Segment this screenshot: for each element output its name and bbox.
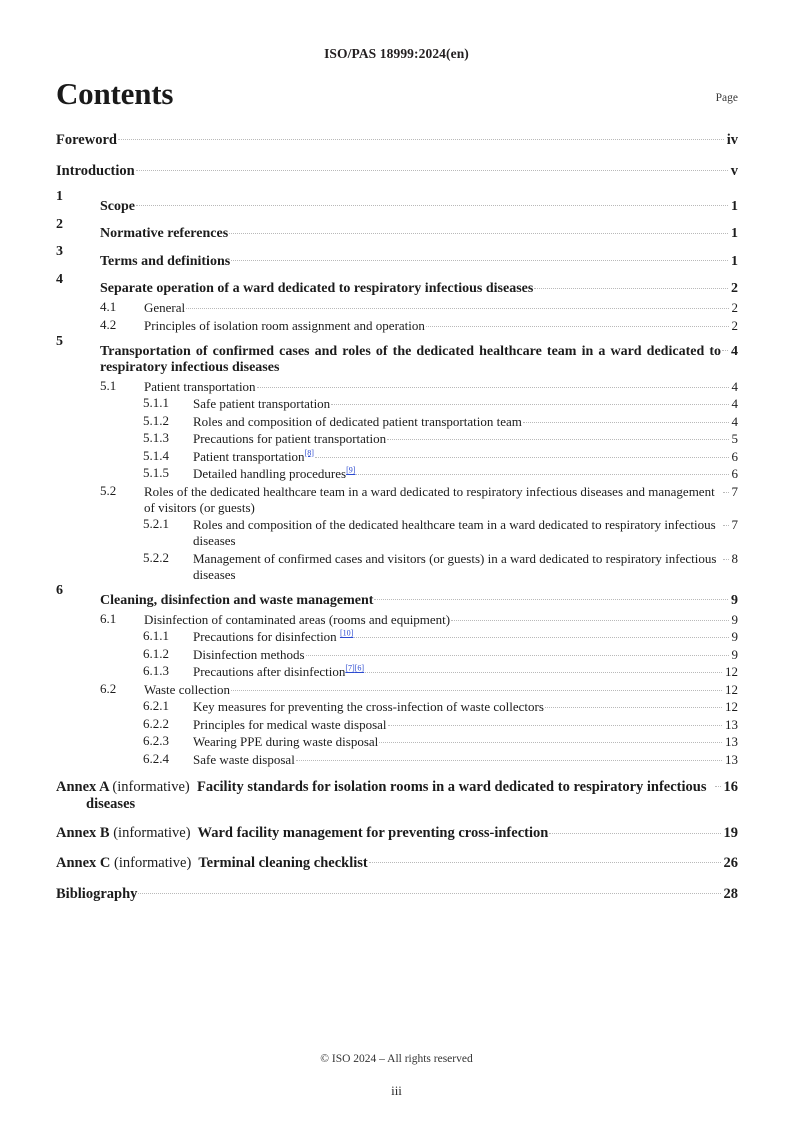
dot-leader [136,196,728,210]
toc-entry-number: 1 [56,189,63,204]
toc-entry[interactable] [56,874,738,903]
dot-leader [331,395,728,408]
toc-entry-page: 6 [731,448,738,464]
toc-entry[interactable] [56,378,738,395]
toc-entry-body [144,378,738,395]
toc-entry-body [56,159,738,180]
running-head: ISO/PAS 18999:2024(en) [324,46,469,61]
toc-entry-body [56,776,738,813]
toc-entry-label: Safe patient transportation [193,396,331,411]
toc-entry-label: Waste collection [144,681,230,697]
toc-entry-number: 6.1 [100,610,117,626]
toc-entry-page: 28 [723,885,738,902]
annex-title: Ward facility management for preventing cross-infection [197,825,549,841]
annex-title: Facility standards for isolation rooms in a ward dedicated to respiratory infectious diseases [86,778,707,812]
toc-entry-label: Detailed handling procedures[9] [193,465,356,481]
toc-entry-body [193,395,738,412]
toc-entry[interactable] [56,272,738,298]
toc-entry-label: Transportation of confirmed cases and roles of the dedicated healthcare team in a ward dedicated to respiratory infectious diseases [100,343,721,375]
dot-leader [545,698,722,711]
toc-entry[interactable] [56,844,738,872]
toc-entry[interactable] [56,751,738,768]
toc-entry[interactable] [56,716,738,733]
dot-leader [356,465,728,478]
toc-entry-page: 2 [731,281,738,296]
toc-entry-label: Precautions for disinfection [10] [193,628,354,644]
toc-entry[interactable] [56,483,738,516]
dot-leader [523,413,729,426]
toc-entry-body [100,278,738,297]
annex-kind: (informative) [113,825,191,841]
dot-leader [186,299,728,312]
toc-entry-label: Precautions after disinfection[7][6] [193,663,365,679]
toc-entry-page: 5 [731,431,738,446]
toc-entry-label: Foreword [56,132,117,148]
toc-entry[interactable] [56,159,738,180]
toc-entry-label: Key measures for preventing the cross-infection of waste collectors [193,699,544,714]
toc-entry-body [193,516,738,549]
toc-entry-body [193,550,738,583]
dot-leader [296,751,722,764]
dot-leader [426,317,729,330]
toc-entry[interactable] [56,663,738,680]
toc-entry-page: 12 [725,681,738,697]
toc-entry-body [193,663,738,680]
toc-entry-label: Disinfection of contaminated areas (rooms and equipment) [144,611,451,627]
toc-entry-body [56,128,738,149]
toc-entry-body [144,483,738,516]
toc-entry[interactable] [56,217,738,243]
toc-entry-label: Management of confirmed cases and visitors (or guests) in a ward dedicated to respiratory infectious diseases [193,550,717,582]
toc-entry-body [193,751,738,768]
toc-entry-body [193,628,738,645]
toc-entry[interactable] [56,317,738,334]
toc-entry-page: 1 [731,198,738,214]
toc-entry-number: 4 [56,271,63,287]
toc-entry-label: General [144,300,186,315]
toc-entry-body [144,299,738,316]
table-of-contents [56,128,738,912]
toc-entry[interactable] [56,395,738,412]
toc-entry-number: 6.2.2 [143,715,169,731]
toc-entry-page: v [730,162,738,179]
dot-leader [723,516,729,529]
toc-entry-number: 6.2.3 [143,733,169,748]
toc-entry-number: 5.1.5 [143,465,169,480]
toc-entry-label: Terms and definitions [100,253,231,269]
annex-number: Annex C [56,854,111,871]
toc-entry-body [56,882,738,903]
dot-leader [549,823,720,838]
toc-entry-number: 6 [56,583,63,598]
dot-leader [229,223,728,237]
toc-entry-number: 6.1.2 [143,645,169,661]
reference-link[interactable]: [9] [346,465,356,475]
toc-entry[interactable] [56,646,738,663]
dot-leader [365,663,722,676]
toc-entry-number: 6.1.3 [143,663,169,678]
dot-leader [231,251,728,265]
toc-entry-number: 5.1 [100,377,117,393]
toc-entry-body [193,430,738,447]
toc-entry-number: 5 [56,334,63,349]
toc-entry-label: Separate operation of a ward dedicated to respiratory infectious diseases [100,281,534,296]
dot-leader [722,341,728,355]
toc-entry-label: Cleaning, disinfection and waste management [100,592,374,608]
toc-entry-label: Roles and composition of the dedicated healthcare team in a ward dedicated to respiratory infectious diseases [193,517,716,548]
annex-kind: (informative) [114,854,192,871]
dot-leader [306,646,729,659]
dot-leader [723,483,729,496]
toc-entry[interactable] [56,768,738,813]
toc-entry-label [56,779,714,813]
dot-leader [118,128,724,144]
toc-entry-label: Disinfection methods [193,646,305,662]
toc-entry-page: 1 [731,253,738,269]
dot-leader [451,611,728,624]
toc-entry-number: 5.1.2 [143,412,169,428]
toc-entry-page: 2 [731,300,738,315]
toc-entry-number: 5.1.4 [143,447,169,463]
toc-entry-page: 12 [725,699,738,714]
toc-entry-label: Patient transportation[8] [193,448,314,464]
toc-entry-page: 7 [731,483,738,499]
toc-entry-page: 13 [725,716,738,732]
toc-entry-number: 4.1 [100,299,117,314]
dot-leader [534,278,728,292]
toc-entry[interactable] [56,334,738,376]
toc-entry-body [144,681,738,698]
toc-entry-label: Principles of isolation room assignment and operation [144,317,425,333]
page-title: Contents [56,76,174,111]
toc-entry[interactable] [56,583,738,609]
toc-entry[interactable] [56,516,738,549]
toc-entry-number: 6.2.1 [143,698,169,713]
dot-leader [379,733,722,746]
annex-title: Terminal cleaning checklist [198,854,368,871]
toc-entry-label: Normative references [100,226,229,241]
toc-entry[interactable] [56,550,738,583]
toc-entry-body [144,611,738,628]
toc-entry-number: 5.2 [100,482,117,498]
reference-link[interactable]: [7] [345,663,355,673]
toc-entry-body [100,341,738,376]
toc-entry-page: 26 [723,854,738,871]
footer-page-number: iii [391,1083,402,1098]
toc-entry-page: 13 [725,734,738,749]
toc-entry[interactable] [56,611,738,628]
dot-leader [138,882,720,898]
toc-entry-page: 12 [725,664,738,679]
toc-entry-label: Principles for medical waste disposal [193,716,387,732]
toc-entry-page: 6 [731,466,738,481]
toc-entry-page: 16 [723,778,738,795]
toc-entry-page: 9 [731,646,738,662]
toc-entry[interactable] [56,733,738,750]
toc-entry-label: Introduction [56,162,135,179]
toc-entry[interactable] [56,465,738,482]
toc-entry-page: 19 [723,825,738,841]
toc-entry-body [193,465,738,482]
toc-entry-page: 9 [731,629,738,644]
toc-entry-number: 6.2.4 [143,750,169,766]
toc-entry-page: 4 [731,396,738,411]
toc-entry-page: iv [726,132,738,148]
dot-leader [257,378,729,391]
toc-entry-body [193,698,738,715]
toc-entry-label: Wearing PPE during waste disposal [193,734,379,749]
toc-entry-number: 5.1.1 [143,395,169,410]
toc-entry[interactable] [56,189,738,215]
contents-header [56,78,738,118]
dot-leader [387,430,728,443]
toc-entry[interactable] [56,430,738,447]
toc-entry-number: 5.1.3 [143,430,169,445]
toc-entry-body [56,852,738,872]
toc-entry-number: 6.1.1 [143,628,169,643]
annex-kind: (informative) [112,778,190,795]
toc-entry-page: 4 [731,413,738,429]
toc-entry-number: 4.2 [100,316,117,332]
toc-entry-body [56,823,738,843]
toc-entry-label [56,825,548,842]
toc-entry[interactable] [56,698,738,715]
toc-entry-page: 1 [731,226,738,241]
dot-leader [723,550,729,563]
toc-entry[interactable] [56,299,738,316]
toc-entry-page: 9 [731,592,738,608]
toc-entry-body [193,448,738,465]
toc-entry-page: 13 [725,751,738,767]
annex-number: Annex B [56,825,110,841]
toc-entry-number: 2 [56,216,63,232]
toc-entry-number: 5.2.1 [143,516,169,531]
footer-copyright: © ISO 2024 – All rights reserved [320,1053,473,1065]
toc-entry-number: 5.2.2 [143,549,169,565]
toc-entry-label: Patient transportation [144,378,256,394]
toc-entry[interactable] [56,128,738,149]
toc-entry-body [193,733,738,750]
toc-entry[interactable] [56,413,738,430]
toc-entry-page: 2 [731,317,738,333]
dot-leader [388,716,722,729]
toc-entry[interactable] [56,244,738,270]
toc-entry-label: Bibliography [56,885,138,902]
reference-link[interactable]: [10] [339,628,354,638]
toc-entry-page: 4 [731,343,738,359]
toc-entry-label [56,855,368,872]
dot-leader [369,852,721,867]
toc-entry[interactable] [56,815,738,843]
toc-entry-page: 4 [731,378,738,394]
reference-link[interactable]: [8] [304,448,314,458]
toc-entry-label: Precautions for patient transportation [193,431,387,446]
dot-leader [715,776,721,791]
toc-entry-body [193,646,738,663]
annex-number: Annex A [56,778,109,795]
toc-entry-body [193,716,738,733]
toc-entry-body [144,317,738,334]
toc-entry-body [100,251,738,270]
toc-entry-number: 3 [56,244,63,259]
toc-entry-label: Roles of the dedicated healthcare team in a ward dedicated to respiratory infectious diseases and management of visitors (or guests) [144,483,715,515]
toc-entry-number: 6.2 [100,680,117,696]
toc-entry[interactable] [56,681,738,698]
toc-entry-body [193,413,738,430]
toc-entry-label: Scope [100,198,135,214]
toc-entry-body [100,223,738,242]
toc-entry-page: 9 [731,611,738,627]
toc-entry-page: 8 [731,550,738,566]
toc-entry-body [100,590,738,609]
toc-entry[interactable] [56,448,738,465]
toc-entry-label: Roles and composition of dedicated patient transportation team [193,413,522,429]
dot-leader [231,681,722,694]
dot-leader [374,590,728,604]
toc-entry-label: Safe waste disposal [193,751,295,767]
dot-leader [136,159,728,175]
page-column-label: Page [715,92,738,104]
dot-leader [315,448,729,461]
toc-entry[interactable] [56,628,738,645]
toc-entry-page: 7 [731,517,738,532]
dot-leader [354,628,728,641]
reference-link[interactable]: [6] [354,663,365,673]
toc-entry-body [100,196,738,215]
